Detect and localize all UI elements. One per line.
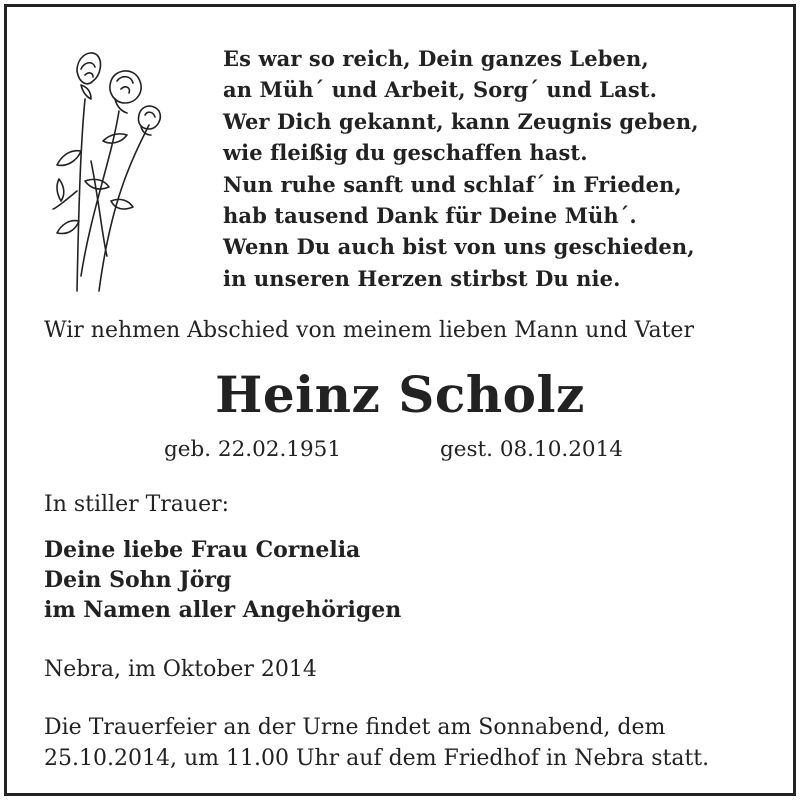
poem-line: Wer Dich gekannt, kann Zeugnis geben, xyxy=(223,108,699,134)
rose-illustration xyxy=(41,41,181,301)
death-date: gest. 08.10.2014 xyxy=(440,437,623,462)
family-member: Deine liebe Frau Cornelia xyxy=(44,537,361,563)
place-date: Nebra, im Oktober 2014 xyxy=(44,657,317,682)
deceased-name: Heinz Scholz xyxy=(215,365,585,424)
poem xyxy=(223,43,699,294)
funeral-notice xyxy=(44,713,709,774)
mourning-label: In stiller Trauer: xyxy=(44,492,230,517)
family-member: Dein Sohn Jörg xyxy=(44,567,232,593)
poem-line: Es war so reich, Dein ganzes Leben, xyxy=(223,46,649,71)
farewell-intro: Wir nehmen Abschied von meinem lieben Mann und Vater xyxy=(44,318,694,343)
family-list xyxy=(44,535,401,625)
poem-line: Nun ruhe sanft und schlaf´ in Frieden, xyxy=(223,171,682,197)
poem-line: hab tausend Dank für Deine Müh´. xyxy=(223,203,637,229)
poem-line: an Müh´ und Arbeit, Sorg´ und Last. xyxy=(223,77,657,103)
family-member: im Namen aller Angehörigen xyxy=(44,597,402,623)
poem-line: in unseren Herzen stirbst Du nie. xyxy=(223,265,621,291)
funeral-notice-line: 25.10.2014, um 11.00 Uhr auf dem Friedhof in Nebra statt. xyxy=(44,745,710,771)
obituary-card xyxy=(4,4,796,796)
birth-date: geb. 22.02.1951 xyxy=(164,437,342,462)
poem-line: Wenn Du auch bist von uns geschieden, xyxy=(223,234,695,260)
poem-line: wie fleißig du geschaffen hast. xyxy=(223,140,588,166)
funeral-notice-line: Die Trauerfeier an der Urne findet am Sonnabend, dem xyxy=(44,715,666,740)
